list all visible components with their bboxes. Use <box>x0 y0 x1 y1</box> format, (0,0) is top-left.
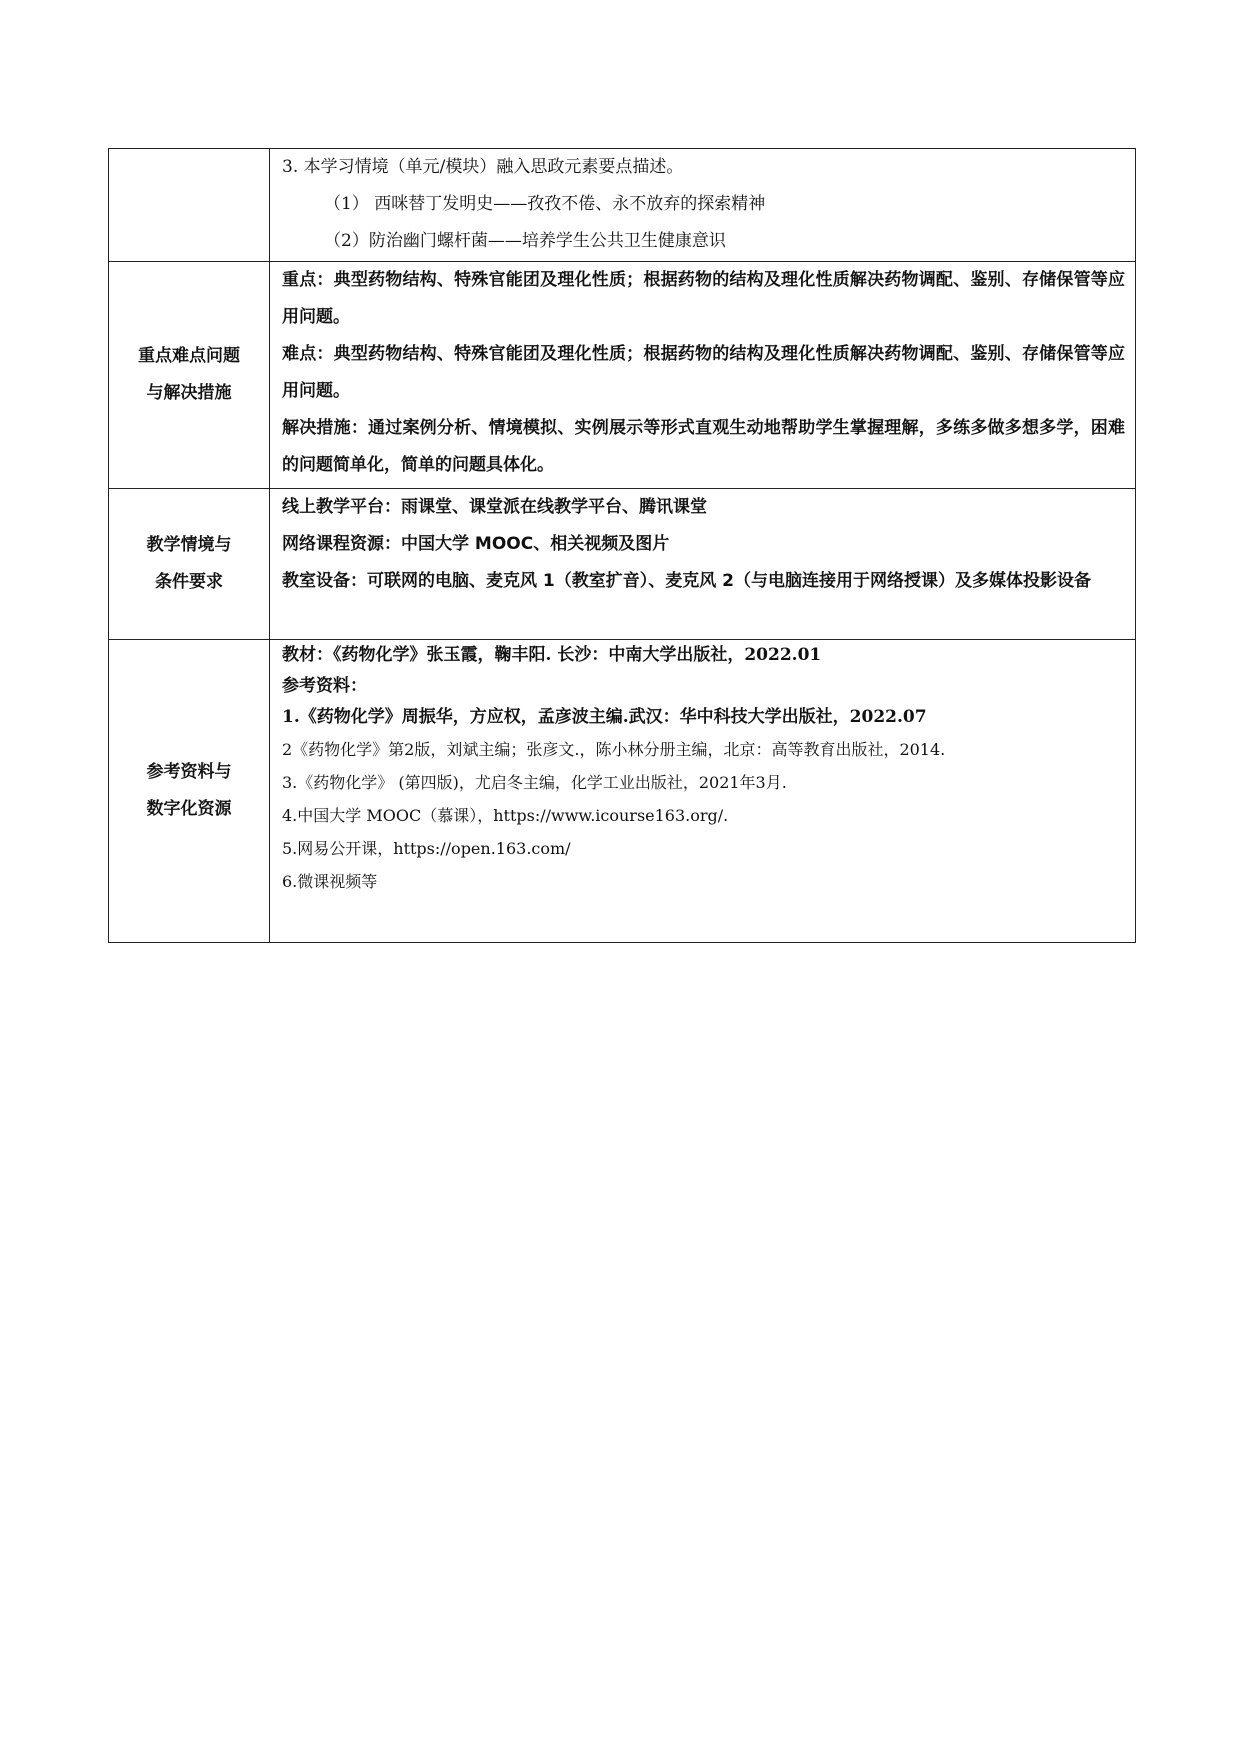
network-resources-text: 网络课程资源：中国大学 MOOC、相关视频及图片 <box>282 534 670 554</box>
row-label-empty <box>109 149 270 262</box>
key-difficult-points-cell <box>270 262 1136 489</box>
table-row-key-difficult-points <box>109 262 1136 489</box>
ideology-heading: 3. 本学习情境（单元/模块）融入思政元素要点描述。 <box>282 157 684 177</box>
label-line-2: 条件要求 <box>155 572 223 592</box>
ideology-elements-cell <box>270 149 1136 262</box>
reference-item-2: 2《药物化学》第2版，刘斌主编；张彦文.，陈小林分册主编，北京：高等教育出版社，2014. <box>282 740 946 759</box>
textbook-text: 教材：《药物化学》张玉霞，鞠丰阳. 长沙：中南大学出版社，2022.01 <box>282 645 822 665</box>
label-line-2: 与解决措施 <box>146 383 232 403</box>
ideology-item-1: （1） 西咪替丁发明史——孜孜不倦、永不放弃的探索精神 <box>324 194 766 214</box>
classroom-equipment-text: 教室设备：可联网的电脑、麦克风 1（教室扩音）、麦克风 2（与电脑连接用于网络授课）及多媒体投影设备 <box>282 571 1091 591</box>
label-line-1: 教学情境与 <box>146 535 232 555</box>
label-line-1: 参考资料与 <box>146 762 232 782</box>
references-heading: 参考资料： <box>282 676 367 696</box>
row-label-key-difficult-points <box>109 262 270 489</box>
row-label-references <box>109 640 270 943</box>
table-row-references <box>109 640 1136 943</box>
reference-item-5: 5.网易公开课，https://open.163.com/ <box>282 839 571 858</box>
key-point-text: 重点：典型药物结构、特殊官能团及理化性质；根据药物的结构及理化性质解决药物调配、鉴别、存储保管等应用问题。 <box>282 270 1125 327</box>
reference-item-3: 3.《药物化学》 (第四版)，尤启冬主编，化学工业出版社，2021年3月. <box>282 773 787 792</box>
reference-item-6: 6.微课视频等 <box>282 872 378 891</box>
difficulty-text: 难点：典型药物结构、特殊官能团及理化性质；根据药物的结构及理化性质解决药物调配、鉴别、存储保管等应用问题。 <box>282 344 1125 401</box>
teaching-conditions-cell <box>270 489 1136 640</box>
online-platform-text: 线上教学平台：雨课堂、课堂派在线教学平台、腾讯课堂 <box>282 497 707 517</box>
label-line-1: 重点难点问题 <box>138 346 240 366</box>
row-label-teaching-conditions <box>109 489 270 640</box>
label-line-2: 数字化资源 <box>146 799 232 819</box>
table-row-ideology-elements <box>109 149 1136 262</box>
table-row-teaching-conditions <box>109 489 1136 640</box>
reference-item-4: 4.中国大学 MOOC（慕课），https://www.icourse163.org/. <box>282 806 729 825</box>
lesson-plan-table <box>108 148 1136 943</box>
ideology-item-2: （2）防治幽门螺杆菌——培养学生公共卫生健康意识 <box>324 231 726 251</box>
reference-item-1: 1.《药物化学》周振华，方应权，孟彦波主编.武汉：华中科技大学出版社，2022.07 <box>282 707 927 727</box>
measures-text: 解决措施：通过案例分析、情境模拟、实例展示等形式直观生动地帮助学生掌握理解，多练多做多想多学，困难的问题简单化，简单的问题具体化。 <box>282 418 1125 475</box>
references-cell <box>270 640 1136 943</box>
